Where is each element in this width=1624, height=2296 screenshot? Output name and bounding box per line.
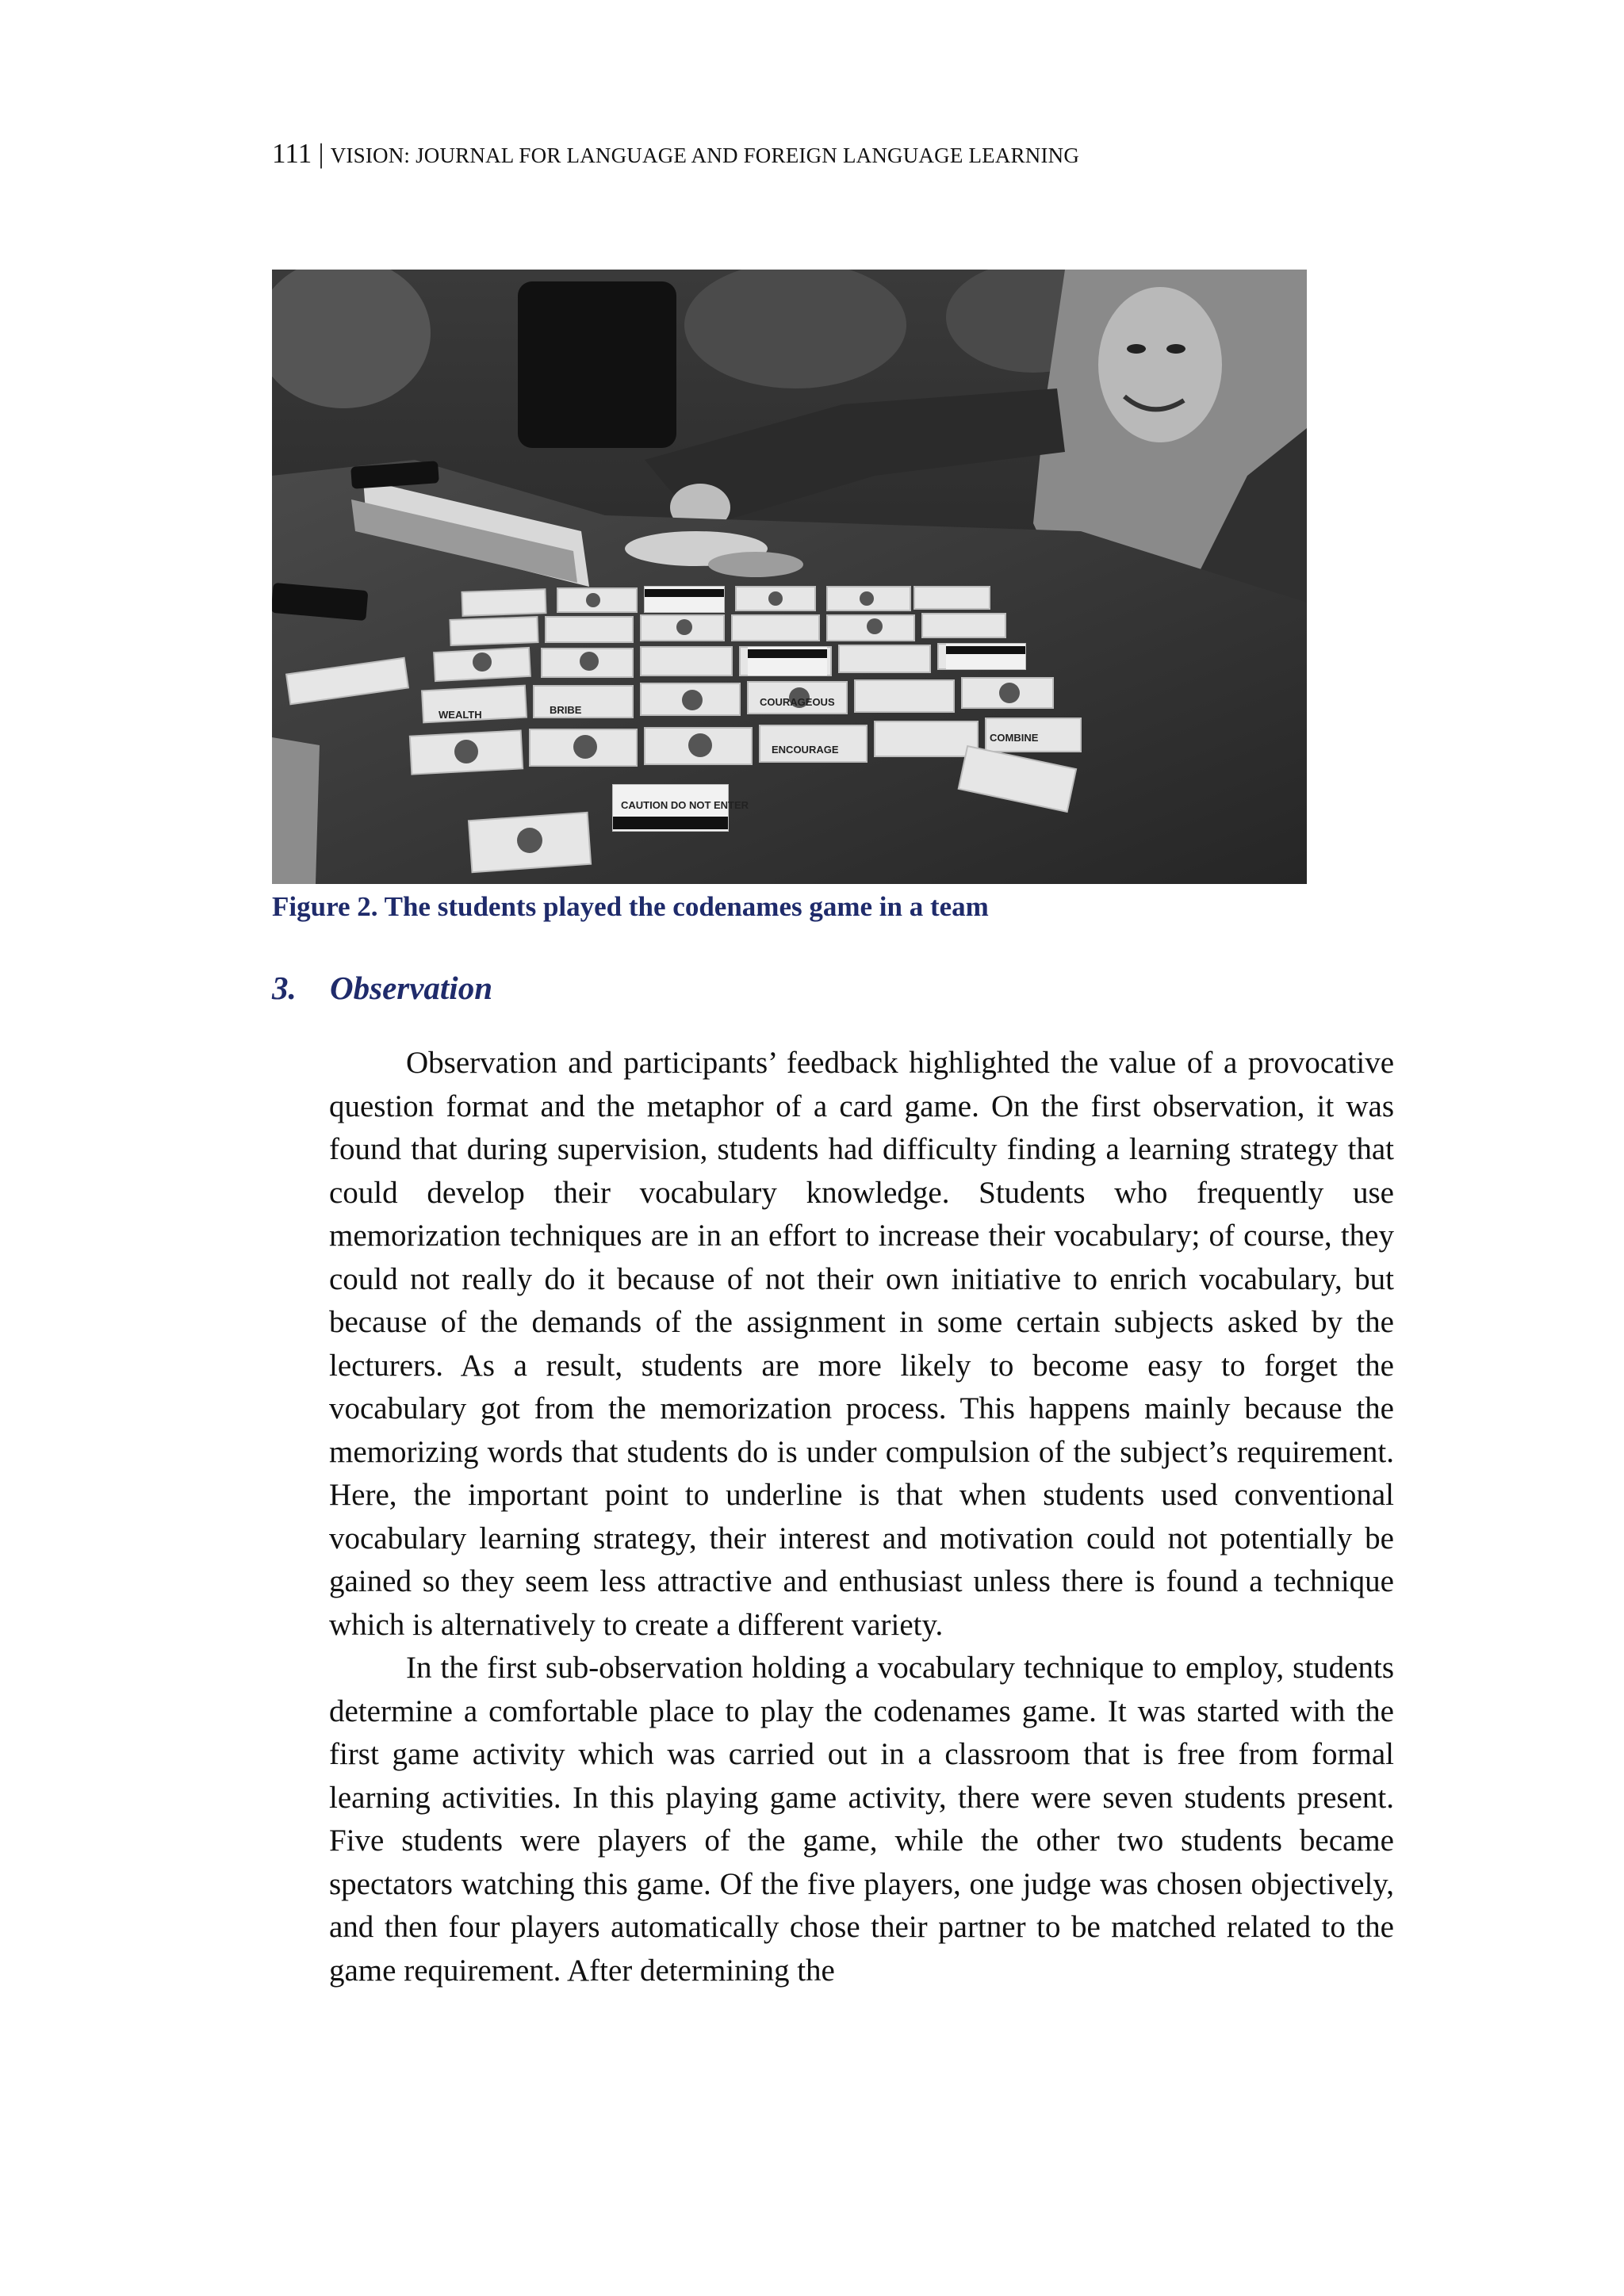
card-word: COURAGEOUS xyxy=(760,696,835,708)
figure-caption: Figure 2. The students played the codenames game in a team xyxy=(272,891,989,922)
paragraph: Observation and participants’ feedback highlighted the value of a provocative question format and the metaphor of a card game. On the first observation, it was found that during supervision, students had difficulty finding a learning strategy that could develop their vocabulary knowledge. Students who frequently use memorization techniques are in an effort to increase their vocabulary; of course, they could not really do it because of not their own initiative to enrich vocabulary, but because of the demands of the assignment in some certain subjects asked by the lecturers. As a result, students are more likely to become easy to forget the vocabulary got from the memorization process. This happens mainly because the memorizing words that students do is under compulsion of the subject’s requirement. Here, the important point to underline is that when students used conventional vocabulary learning strategy, their interest and motivation could not potentially be gained so they seem less attractive and enthusiast unless there is found a technique which is alternatively to create a different variety. xyxy=(329,1046,1394,1642)
header-separator: | xyxy=(318,138,324,169)
chair-back xyxy=(518,281,676,448)
figure-photo xyxy=(272,270,1307,884)
card-word: WEALTH xyxy=(439,709,482,721)
section-body xyxy=(329,1042,1394,1992)
paragraph: In the first sub-observation holding a vocabulary technique to employ, students determine a comfortable place to play the codenames game. It was started with the first game activity which was carried out in a classroom that is free from formal learning activities. In this playing game activity, there were seven students present. Five students were players of the game, while the other two students became spectators watching this game. Of the five players, one judge was chosen objectively, and then four players automatically chose their partner to be matched related to the game requirement. After determining the xyxy=(329,1651,1394,1988)
student-face xyxy=(1098,287,1222,442)
journal-title: VISION: JOURNAL FOR LANGUAGE AND FOREIGN LANGUAGE LEARNING xyxy=(330,144,1080,167)
card-word: BRIBE xyxy=(550,704,582,716)
section-number: 3. xyxy=(272,970,297,1006)
codenames-game-photo xyxy=(272,270,1307,884)
page-number: 111 xyxy=(272,138,312,169)
card-word: CAUTION DO NOT ENTER xyxy=(621,799,749,811)
section-heading xyxy=(272,969,492,1007)
running-header xyxy=(272,138,1079,170)
section-title: Observation xyxy=(330,970,492,1006)
card-word: COMBINE xyxy=(990,732,1039,744)
card-word: ENCOURAGE xyxy=(772,744,839,756)
